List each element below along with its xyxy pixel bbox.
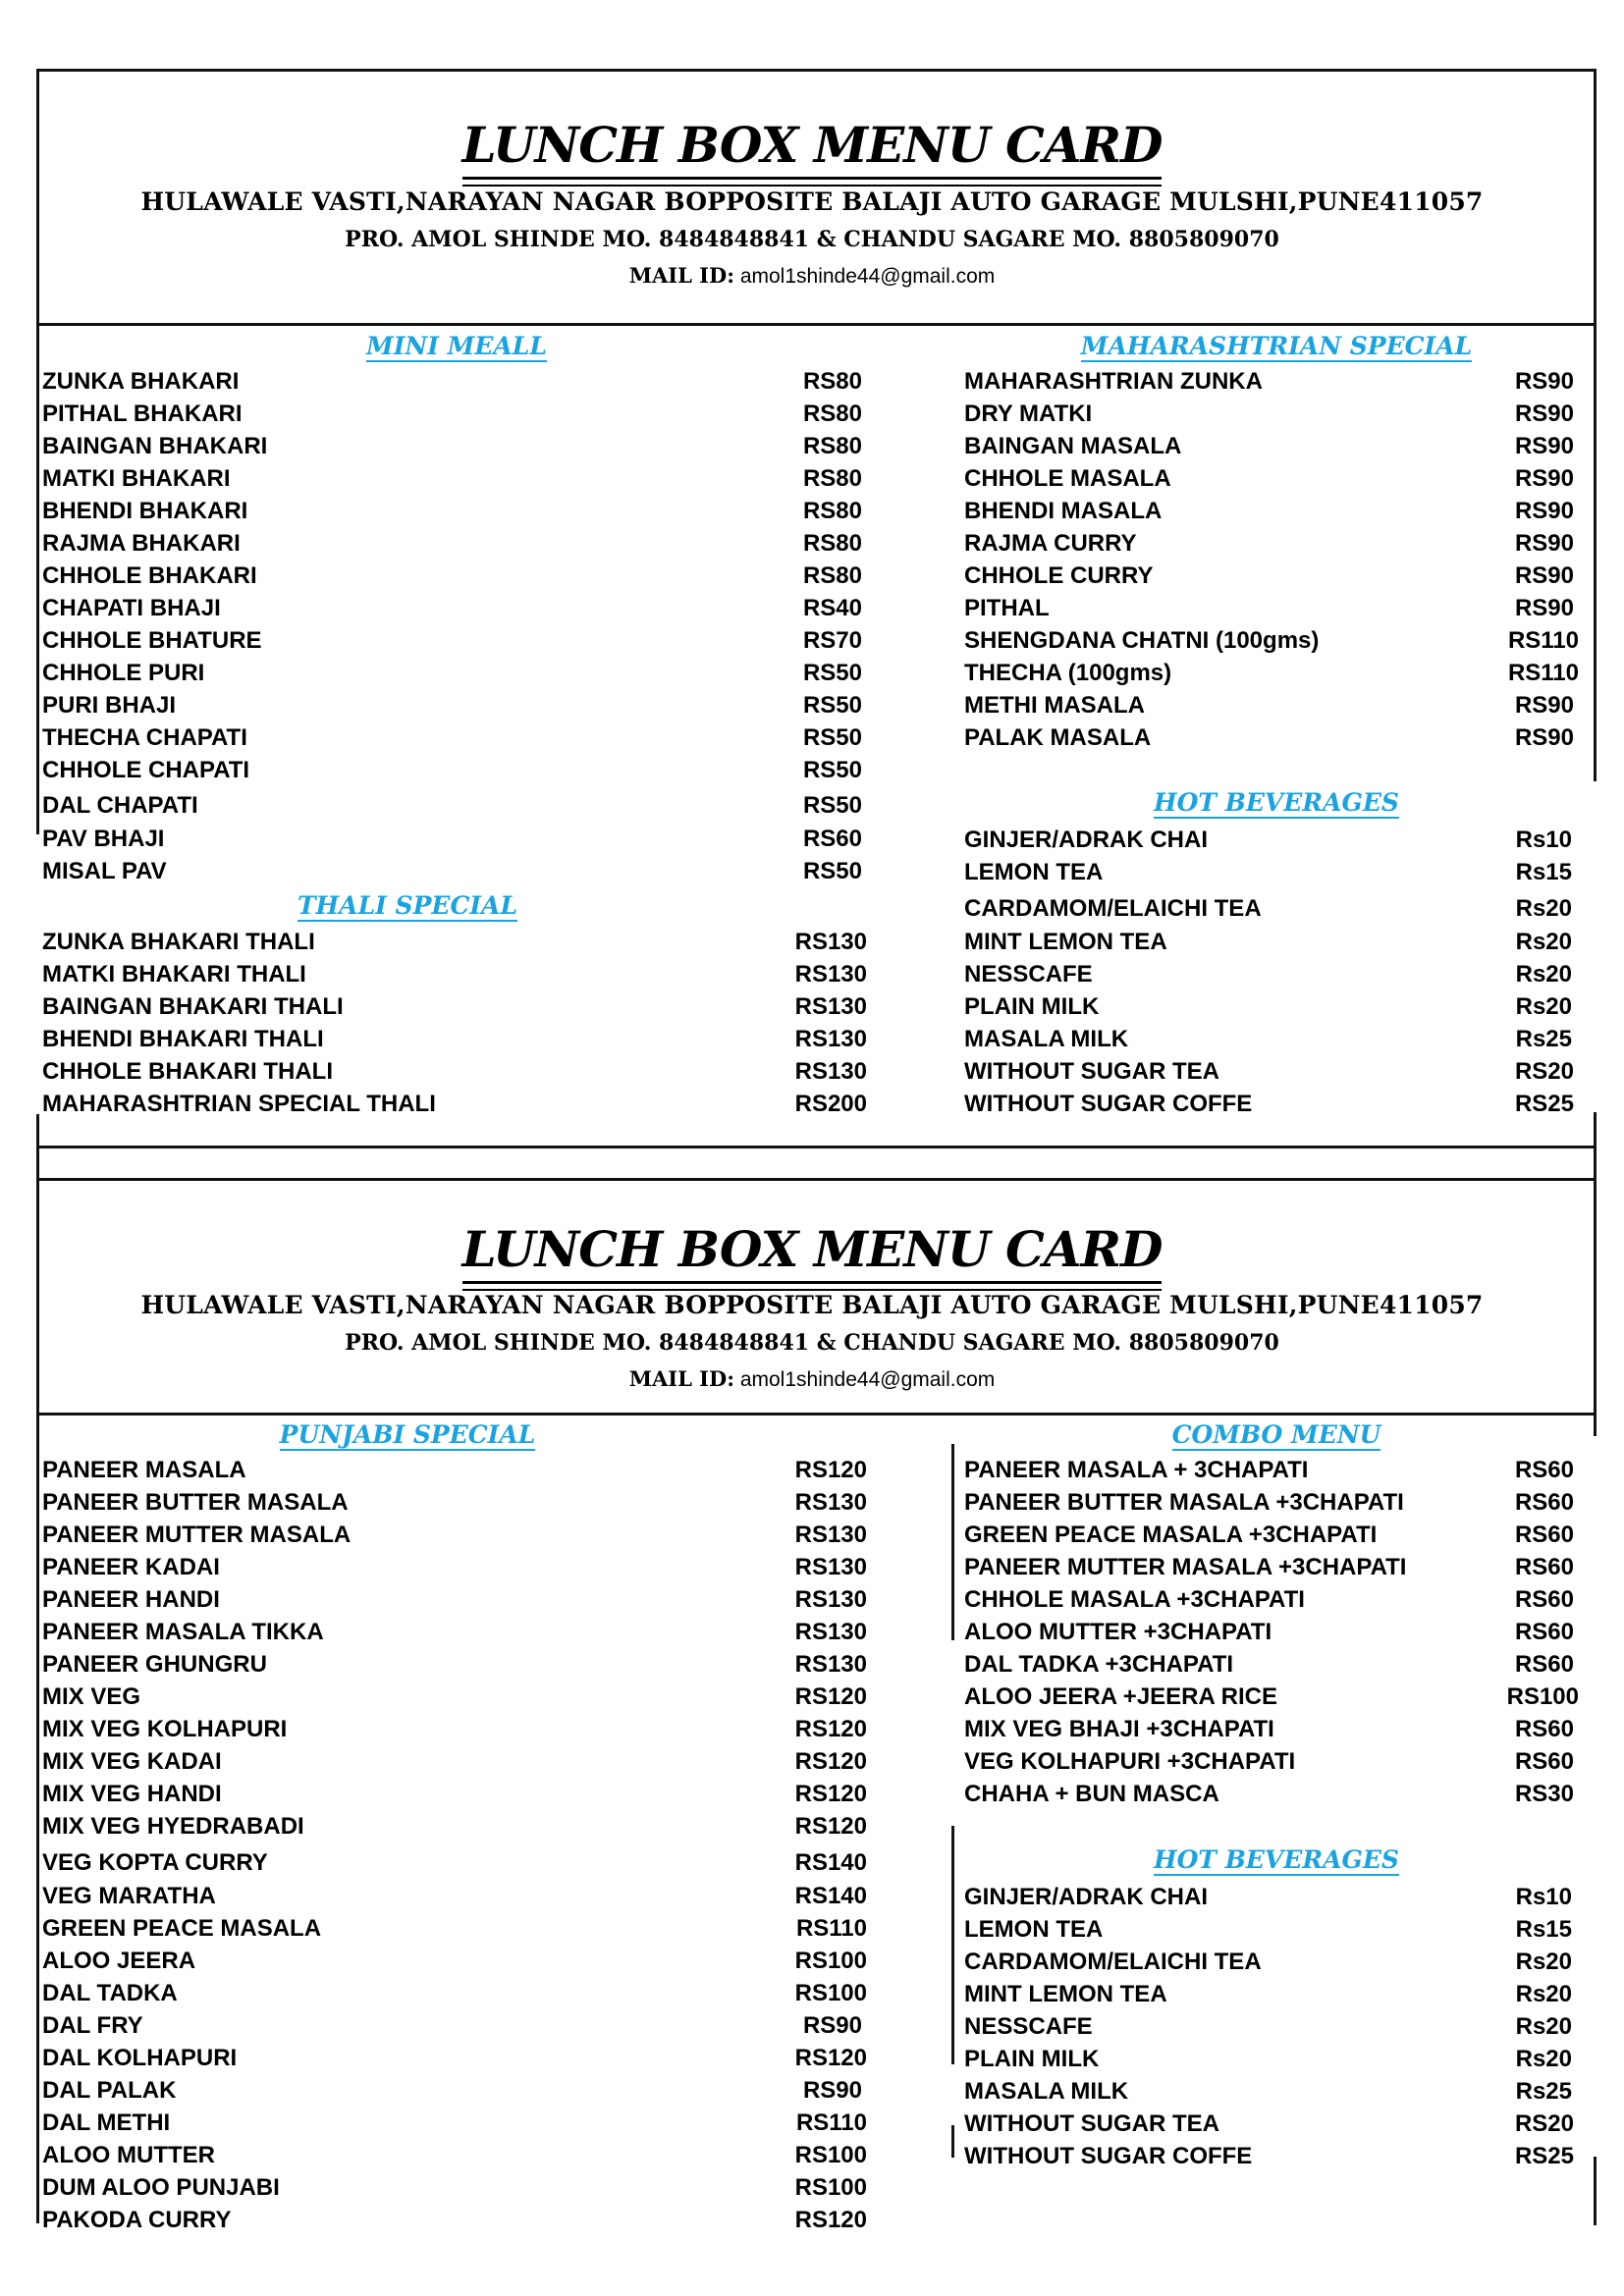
menu-item: ZUNKA BHAKARI RS80 [42, 368, 862, 395]
card2-column-divider [951, 1444, 954, 1640]
menu-item: MAHARASHTRIAN SPECIAL THALI RS200 [42, 1091, 867, 1117]
menu-item: PANEER MASALA TIKKA RS130 [42, 1619, 867, 1645]
card1-top-border [36, 69, 1597, 72]
mail-label: MAIL ID: [628, 263, 734, 288]
menu-item: ALOO JEERA RS100 [42, 1948, 867, 1974]
menu-item: PITHAL RS90 [964, 595, 1574, 621]
menu-item: PALAK MASALA RS90 [964, 724, 1574, 751]
card2-right-border-lower [1594, 2157, 1597, 2225]
section-heading-thali-special: THALI SPECIAL [297, 891, 518, 920]
menu-item: CHHOLE BHAKARI THALI RS130 [42, 1058, 867, 1085]
menu-item: MIX VEG BHAJI +3CHAPATI RS60 [964, 1716, 1574, 1742]
card2-top-border [36, 1178, 1597, 1181]
proprietors-contact: PRO. AMOL SHINDE MO. 8484848841 & CHANDU SAGARE MO. 8805809070 [345, 1330, 1279, 1356]
menu-item: BHENDI MASALA RS90 [964, 498, 1574, 524]
menu-item: PURI BHAJI RS50 [42, 692, 862, 719]
menu-item: CHHOLE MASALA +3CHAPATI RS60 [964, 1586, 1574, 1613]
card1-left-border [36, 69, 39, 834]
menu-item: MIX VEG HANDI RS120 [42, 1781, 867, 1807]
menu-item: PLAIN MILK Rs20 [964, 993, 1572, 1020]
menu-item: PAKODA CURRY RS120 [42, 2207, 867, 2233]
menu-item: CHHOLE BHATURE RS70 [42, 627, 862, 654]
menu-item: CHHOLE CURRY RS90 [964, 562, 1574, 589]
menu-item: CHAHA + BUN MASCA RS30 [964, 1781, 1574, 1807]
address: HULAWALE VASTI,NARAYAN NAGAR BOPPOSITE BALAJI AUTO GARAGE MULSHI,PUNE411057 [140, 187, 1484, 216]
menu-item: MIX VEG KADAI RS120 [42, 1748, 867, 1775]
menu-item: MISAL PAV RS50 [42, 858, 862, 884]
menu-item: METHI MASALA RS90 [964, 692, 1574, 719]
menu-item: PANEER MASALA + 3CHAPATI RS60 [964, 1457, 1574, 1483]
menu-item: CARDAMOM/ELAICHI TEA Rs20 [964, 1949, 1572, 1975]
card1-header-divider [36, 323, 1597, 326]
proprietors-contact: PRO. AMOL SHINDE MO. 8484848841 & CHANDU SAGARE MO. 8805809070 [345, 227, 1279, 252]
menu-item: PANEER BUTTER MASALA +3CHAPATI RS60 [964, 1489, 1574, 1516]
menu-item: CARDAMOM/ELAICHI TEA Rs20 [964, 895, 1572, 922]
menu-item: MINT LEMON TEA Rs20 [964, 1981, 1572, 2007]
menu-item: PANEER HANDI RS130 [42, 1586, 867, 1613]
menu-item: NESSCAFE Rs20 [964, 961, 1572, 988]
menu-item: MIX VEG KOLHAPURI RS120 [42, 1716, 867, 1742]
menu-item: MATKI BHAKARI RS80 [42, 465, 862, 492]
section-heading-maharashtrian-special: MAHARASHTRIAN SPECIAL [1080, 332, 1473, 360]
menu-item: MINT LEMON TEA Rs20 [964, 929, 1572, 955]
section-heading-mini-meall: MINI MEALL [366, 332, 547, 360]
menu-item: WITHOUT SUGAR COFFE RS25 [964, 1091, 1574, 1117]
menu-item: BAINGAN BHAKARI RS80 [42, 433, 862, 459]
mail-label: MAIL ID: [628, 1366, 734, 1391]
menu-item: DAL TADKA RS100 [42, 1980, 867, 2006]
menu-item: WITHOUT SUGAR COFFE RS25 [964, 2143, 1574, 2169]
menu-item: DRY MATKI RS90 [964, 400, 1574, 427]
menu-item: CHHOLE PURI RS50 [42, 660, 862, 686]
menu-item: GINJER/ADRAK CHAI Rs10 [964, 1884, 1572, 1910]
address: HULAWALE VASTI,NARAYAN NAGAR BOPPOSITE BALAJI AUTO GARAGE MULSHI,PUNE411057 [140, 1291, 1484, 1319]
menu-item: DUM ALOO PUNJABI RS100 [42, 2174, 867, 2201]
menu-item: PANEER MASALA RS120 [42, 1457, 867, 1483]
mail-id [0, 261, 1624, 292]
menu-item: WITHOUT SUGAR TEA RS20 [964, 1058, 1574, 1085]
mail-value: amol1shinde44@gmail.com [739, 1368, 996, 1391]
menu-item: ALOO MUTTER RS100 [42, 2142, 867, 2168]
menu-item: CHHOLE CHAPATI RS50 [42, 757, 862, 783]
mail-id [0, 1364, 1624, 1395]
menu-item: BHENDI BHAKARI THALI RS130 [42, 1026, 867, 1052]
menu-item: GREEN PEACE MASALA +3CHAPATI RS60 [964, 1522, 1574, 1548]
menu-item: BHENDI BHAKARI RS80 [42, 498, 862, 524]
menu-item: MIX VEG RS120 [42, 1683, 867, 1710]
card-title: LUNCH BOX MENU CARD [0, 1220, 1624, 1284]
menu-item: MATKI BHAKARI THALI RS130 [42, 961, 867, 988]
menu-item: DAL TADKA +3CHAPATI RS60 [964, 1651, 1574, 1678]
menu-item: RAJMA CURRY RS90 [964, 530, 1574, 557]
menu-item: GREEN PEACE MASALA RS110 [42, 1915, 867, 1942]
menu-item: PITHAL BHAKARI RS80 [42, 400, 862, 427]
menu-item: BAINGAN MASALA RS90 [964, 433, 1574, 459]
card1-bottom-border [36, 1146, 1597, 1148]
menu-item: PANEER MUTTER MASALA +3CHAPATI RS60 [964, 1554, 1574, 1580]
menu-item: ALOO JEERA +JEERA RICE RS100 [964, 1683, 1579, 1710]
card2-column-divider-2 [951, 1826, 954, 2064]
menu-item: DAL FRY RS90 [42, 2012, 862, 2039]
menu-item: CHAPATI BHAJI RS40 [42, 595, 862, 621]
card2-header-divider [36, 1413, 1597, 1415]
menu-item: MASALA MILK Rs25 [964, 2078, 1572, 2105]
card-title: LUNCH BOX MENU CARD [0, 116, 1624, 180]
section-heading-punjabi-special: PUNJABI SPECIAL [279, 1420, 536, 1449]
menu-item: ZUNKA BHAKARI THALI RS130 [42, 929, 867, 955]
menu-item: DAL CHAPATI RS50 [42, 792, 862, 819]
section-heading-hot-beverages: HOT BEVERAGES [1154, 788, 1399, 817]
menu-item: PAV BHAJI RS60 [42, 826, 862, 852]
menu-item: NESSCAFE Rs20 [964, 2013, 1572, 2040]
menu-item: DAL PALAK RS90 [42, 2077, 862, 2104]
menu-item: PANEER KADAI RS130 [42, 1554, 867, 1580]
menu-item: MASALA MILK Rs25 [964, 1026, 1572, 1052]
menu-item: BAINGAN BHAKARI THALI RS130 [42, 993, 867, 1020]
menu-item: GINJER/ADRAK CHAI Rs10 [964, 827, 1572, 853]
menu-item: VEG KOLHAPURI +3CHAPATI RS60 [964, 1748, 1574, 1775]
menu-item: THECHA (100gms) RS110 [964, 660, 1579, 686]
section-heading-combo-menu: COMBO MENU [1171, 1420, 1381, 1449]
menu-item: VEG KOPTA CURRY RS140 [42, 1849, 867, 1876]
mail-value: amol1shinde44@gmail.com [739, 265, 996, 288]
menu-item: VEG MARATHA RS140 [42, 1883, 867, 1909]
menu-item: SHENGDANA CHATNI (100gms) RS110 [964, 627, 1579, 654]
menu-item: MIX VEG HYEDRABADI RS120 [42, 1813, 867, 1840]
menu-item: PANEER BUTTER MASALA RS130 [42, 1489, 867, 1516]
menu-item: PLAIN MILK Rs20 [964, 2046, 1572, 2072]
menu-item: CHHOLE BHAKARI RS80 [42, 562, 862, 589]
card2-column-divider-3 [951, 2125, 954, 2158]
menu-item: DAL KOLHAPURI RS120 [42, 2045, 867, 2071]
menu-item: THECHA CHAPATI RS50 [42, 724, 862, 751]
menu-item: ALOO MUTTER +3CHAPATI RS60 [964, 1619, 1574, 1645]
menu-item: DAL METHI RS110 [42, 2109, 867, 2136]
menu-item: MAHARASHTRIAN ZUNKA RS90 [964, 368, 1574, 395]
menu-item: LEMON TEA Rs15 [964, 1916, 1572, 1943]
section-heading-hot-beverages: HOT BEVERAGES [1154, 1845, 1399, 1874]
menu-item: WITHOUT SUGAR TEA RS20 [964, 2110, 1574, 2137]
menu-item: PANEER MUTTER MASALA RS130 [42, 1522, 867, 1548]
menu-item: PANEER GHUNGRU RS130 [42, 1651, 867, 1678]
menu-item: LEMON TEA Rs15 [964, 859, 1572, 885]
menu-item: RAJMA BHAKARI RS80 [42, 530, 862, 557]
menu-item: CHHOLE MASALA RS90 [964, 465, 1574, 492]
